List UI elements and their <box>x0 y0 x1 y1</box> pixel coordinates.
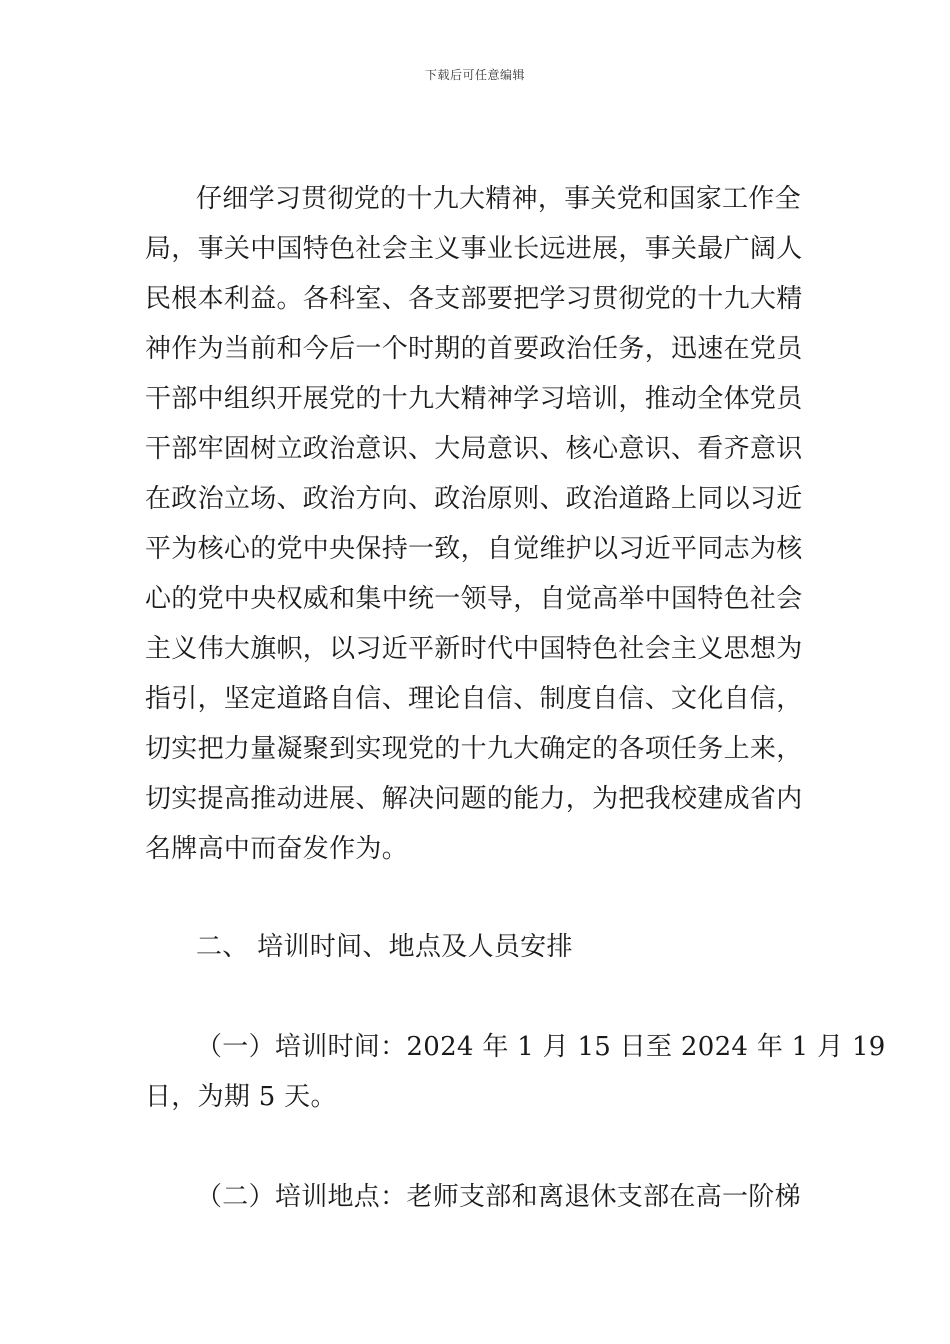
item-line: 日，为期 5 天。 <box>145 1082 337 1112</box>
paragraph-line: 切实提高推动进展、解决问题的能力，为把我校建成省内 <box>145 784 803 814</box>
header-note: 下载后可任意编辑 <box>424 68 525 82</box>
paragraph-line: 平为核心的党中央保持一致，自觉维护以习近平同志为核 <box>145 534 803 564</box>
paragraph-line: 民根本利益。各科室、各支部要把学习贯彻党的十九大精 <box>145 284 803 314</box>
item-line: （二）培训地点：老师支部和离退休支部在高一阶梯 <box>196 1182 801 1212</box>
paragraph-line: 在政治立场、政治方向、政治原则、政治道路上同以习近 <box>145 484 803 514</box>
paragraph-line: 干部牢固树立政治意识、大局意识、核心意识、看齐意识 <box>145 434 803 464</box>
paragraph-line: 心的党中央权威和集中统一领导，自觉高举中国特色社会 <box>145 584 803 614</box>
paragraph-line: 名牌高中而奋发作为。 <box>145 834 409 864</box>
paragraph-line: 局，事关中国特色社会主义事业长远进展，事关最广阔人 <box>145 234 803 264</box>
paragraph-line: 主义伟大旗帜，以习近平新时代中国特色社会主义思想为 <box>145 634 803 664</box>
item-line: （一）培训时间：2024 年 1 月 15 日至 2024 年 1 月 19 <box>196 1032 886 1062</box>
paragraph-line: 指引，坚定道路自信、理论自信、制度自信、文化自信， <box>145 684 803 714</box>
paragraph-line: 仔细学习贯彻党的十九大精神，事关党和国家工作全 <box>196 184 801 214</box>
paragraph-line: 干部中组织开展党的十九大精神学习培训，推动全体党员 <box>145 384 803 414</box>
section-heading: 二、 培训时间、地点及人员安排 <box>196 932 573 962</box>
paragraph-line: 切实把力量凝聚到实现党的十九大确定的各项任务上来， <box>145 734 803 764</box>
paragraph-line: 神作为当前和今后一个时期的首要政治任务，迅速在党员 <box>145 334 803 364</box>
